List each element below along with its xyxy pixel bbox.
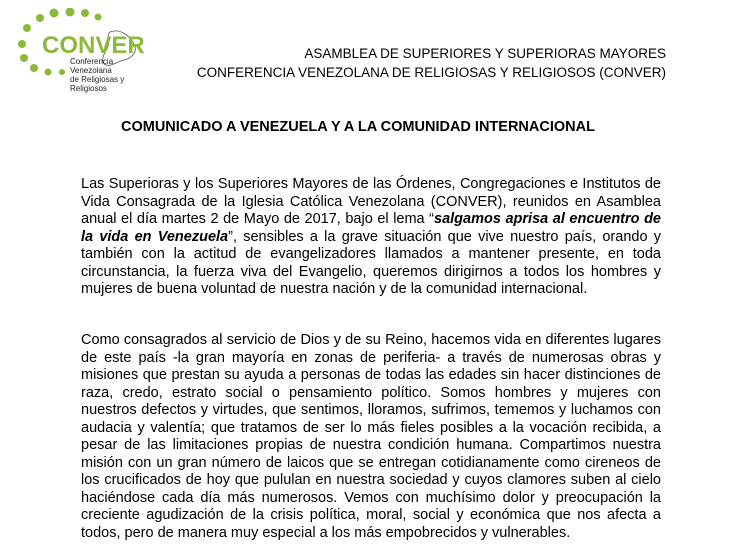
logo-subtitle-line1: Conferencia Venezolana	[70, 57, 114, 75]
header-line2: CONFERENCIA VENEZOLANA DE RELIGIOSAS Y RELIGIOSOS (CONVER)	[196, 65, 666, 80]
document-header	[197, 44, 666, 82]
paragraph-1-before: Las Superioras y los Superiores Mayores de las Órdenes, Congregaciones e Institutos de Vida Consagrada de la Iglesia Católica Venezolana (CONVER), reunidos en Asamblea anual el día martes 2 de Mayo de 2017, bajo el lema “	[81, 176, 661, 227]
logo-subtitle	[70, 57, 142, 93]
motto-emphasis: salgamos aprisa al encuentro de la vida en Venezuela	[81, 211, 661, 245]
logo-subtitle-line2: de Religiosas y Religiosos	[70, 75, 125, 93]
header-line1: ASAMBLEA DE SUPERIORES Y SUPERIORAS MAYORES	[304, 46, 666, 61]
logo-name: CONVER	[42, 32, 145, 59]
conver-logo	[12, 8, 145, 93]
paragraph-2: Como consagrados al servicio de Dios y de su Reino, hacemos vida en diferentes lugares de este país -la gran mayoría en zonas de periferia- a través de numerosas obras y misiones que prestan su ayuda a personas de todas las edades sin hacer distinciones de raza, credo, estrato social o pensamiento político. Somos hombres y mujeres con nuestros defectos y virtudes, que sentimos, lloramos, sufrimos, tememos y luchamos con audacia y valentía; que tratamos de ser lo más fieles posibles a la vocación recibida, a pesar de las limitaciones propias de nuestra condición humana. Compartimos nuestra misión con un gran número de laicos que se entregan cotidianamente como cireneos de los crucificados de hoy que pululan en nuestra sociedad y cuyos clamores suben al cielo haciéndose cada día más numerosos. Vemos con muchísimo dolor y preocupación la creciente agudización de la crisis política, moral, social y económica que nos afecta a todos, pero de manera muy especial a los más empobrecidos y vulnerables.	[81, 332, 661, 541]
paragraph-1-after: ”, sensibles a la grave situación que vive nuestro país, orando y también con la actitud de evangelizadores llamados a mantener presente, en toda circunstancia, la fuerza viva del Evangelio, queremos dirigirnos a todos los hombres y mujeres de buena voluntad de nuestra nación y de la comunidad internacional.	[81, 228, 661, 297]
paragraph-1	[81, 176, 661, 299]
document-title: COMUNICADO A VENEZUELA Y A LA COMUNIDAD INTERNACIONAL	[121, 119, 595, 135]
